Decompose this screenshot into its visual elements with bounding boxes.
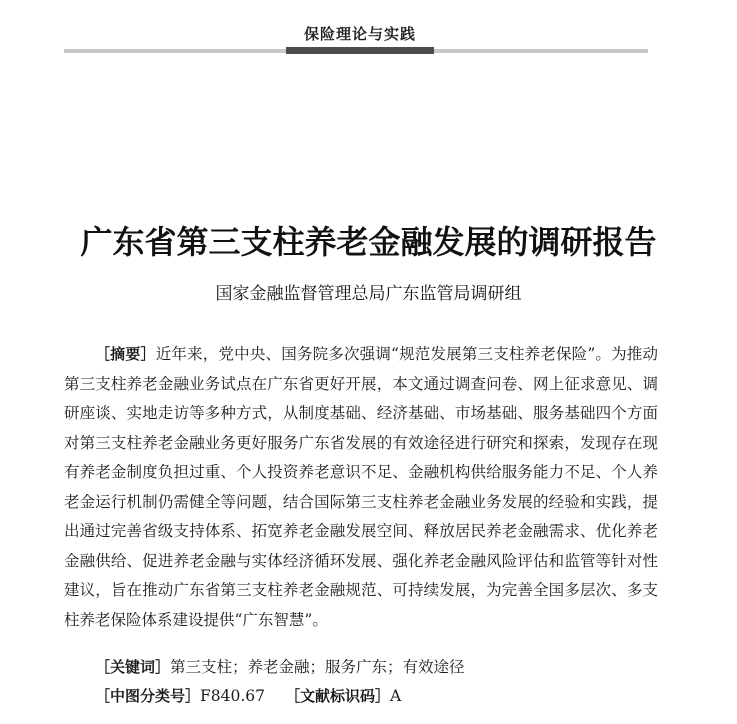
article-author: 国家金融监督管理总局广东监管局调研组	[215, 284, 522, 304]
abstract-paragraph	[64, 340, 658, 635]
keywords-tag: ［关键词］	[95, 658, 171, 676]
section-label: 保险理论与实践	[303, 25, 416, 43]
article-title: 广东省第三支柱养老金融发展的调研报告	[80, 223, 657, 261]
running-header	[64, 20, 648, 54]
header-rule-accent	[286, 47, 434, 54]
keywords-text: 第三支柱；养老金融；服务广东；有效途径	[170, 658, 465, 676]
doc-code-tag: ［文献标识码］	[285, 687, 391, 705]
clc-value: F840.67	[200, 687, 266, 705]
keywords-line	[95, 653, 655, 681]
abstract-text: 近年来，党中央、国务院多次强调“规范发展第三支柱养老保险”。为推动第三支柱养老金融业务试点在广东省更好开展，本文通过调查问卷、网上征求意见、调研座谈、实地走访等多种方式，从制度基础、经济基础、市场基础、服务基础四个方面对第三支柱养老金融业务更好服务广东省发展的有效途径进行研究和探索，发现存在现有养老金制度负担过重、个人投资养老意识不足、金融机构供给服务能力不足、个人养老金运行机制仍需健全等问题，结合国际第三支柱养老金融业务发展的经验和实践，提出通过完善省级支持体系、拓宽养老金融发展空间、释放居民养老金融需求、优化养老金融供给、促进养老金融与实体经济循环发展、强化养老金融风险评估和监管等针对性建议，旨在推动广东省第三支柱养老金融规范、可持续发展，为完善全国多层次、多支柱养老保险体系建设提供“广东智慧”。	[64, 345, 658, 629]
doc-code-value: A	[390, 687, 402, 705]
abstract-tag: ［摘要］	[95, 345, 156, 363]
classification-line	[95, 682, 655, 710]
clc-tag: ［中图分类号］	[95, 687, 201, 705]
